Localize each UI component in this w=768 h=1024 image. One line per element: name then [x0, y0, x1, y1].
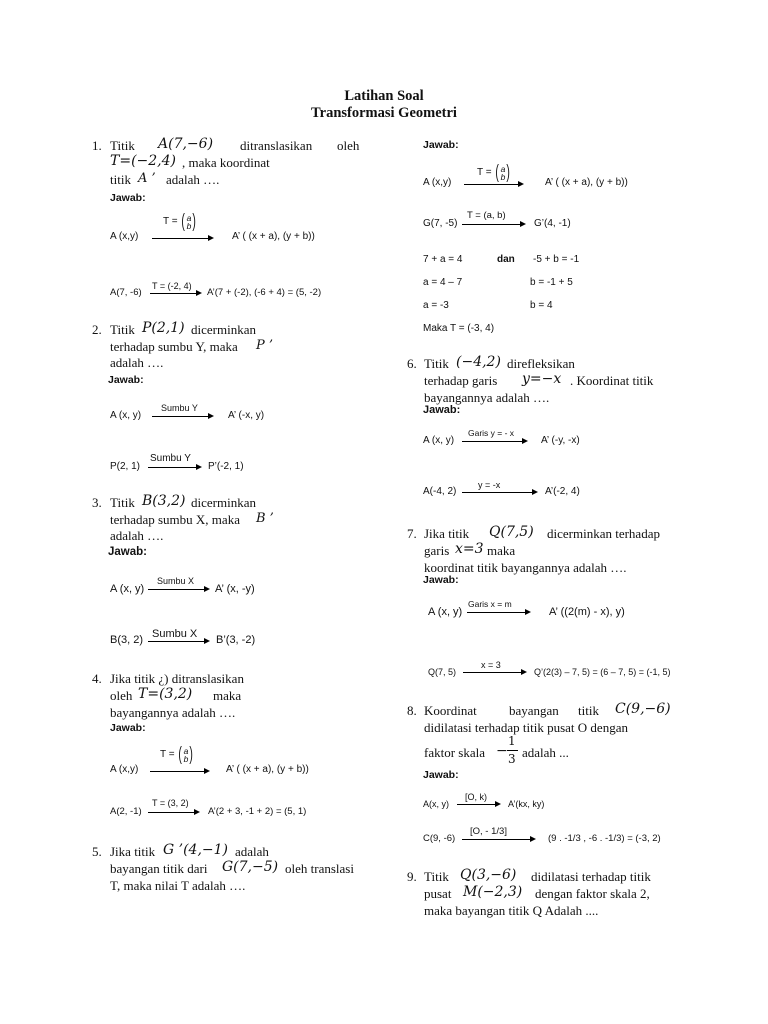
question-number: 4. — [92, 671, 102, 686]
solution-right: Q’(2(3) – 7, 5) = (6 – 7, 5) = (-1, 5) — [534, 667, 671, 677]
page-subtitle: Transformasi Geometri — [311, 105, 457, 121]
jawab-label: Jawab: — [423, 404, 461, 416]
question-text: bayangan — [509, 703, 559, 718]
question-text: Koordinat — [424, 703, 477, 718]
jawab-label: Jawab: — [423, 139, 459, 151]
math-point: G ’(4,−1) — [163, 842, 229, 858]
solution-left: A(-4, 2) — [423, 486, 457, 497]
question-text: bayangannya adalah …. — [110, 705, 236, 720]
solution-left: C(9, -6) — [423, 833, 456, 844]
question-text: dengan faktor skala 2, — [535, 886, 650, 901]
arrow-icon — [457, 804, 499, 805]
math-point: Q(7,5) — [489, 524, 534, 540]
arrow-icon — [150, 293, 200, 294]
question-text: T, maka nilai T adalah …. — [110, 878, 246, 893]
math-vector: T=(3,2) — [138, 686, 193, 702]
conclusion: Maka T = (-3, 4) — [423, 323, 495, 334]
question-text: koordinat titik bayangannya adalah …. — [424, 560, 627, 575]
question-number: 7. — [407, 526, 417, 541]
rule-left: A (x, y) — [428, 606, 463, 618]
solution-label: T = (a, b) — [467, 210, 506, 221]
arrow-icon — [152, 416, 212, 417]
arrow-icon — [464, 184, 522, 185]
arrow-icon — [462, 839, 534, 840]
question-text: Titik — [424, 356, 449, 371]
solution-left: P(2, 1) — [110, 461, 141, 472]
jawab-label: Jawab: — [423, 769, 459, 781]
solution-label: y = -x — [478, 480, 501, 490]
rule-label: [O, k) — [465, 792, 487, 802]
jawab-label: Jawab: — [110, 722, 146, 734]
question-number: 6. — [407, 356, 417, 371]
rule-left: A (x, y) — [110, 583, 145, 595]
math-point: C(9,−6) — [615, 701, 671, 717]
math-point: Q(3,−6) — [460, 867, 517, 883]
rule-label: T = (a b) — [160, 744, 194, 765]
rule-right: A’ ( (x + a), (y + b)) — [545, 177, 628, 188]
rule-left: A (x,y) — [423, 177, 452, 188]
question-text: titik — [578, 703, 599, 718]
math-point: G(7,−5) — [222, 859, 279, 875]
rule-right: A’ (-y, -x) — [541, 435, 580, 446]
question-text: oleh — [110, 688, 133, 703]
question-text: bayangan titik dari — [110, 861, 208, 876]
question-text: adalah ... — [522, 745, 569, 760]
math-line: y=−x — [522, 371, 562, 387]
solution-right: A’(2 + 3, -1 + 2) = (5, 1) — [208, 806, 307, 817]
arrow-icon — [148, 641, 208, 642]
math-point: M(−2,3) — [463, 884, 523, 900]
equation: 7 + a = 4 — [423, 254, 463, 265]
math-point: A ’ — [138, 171, 156, 186]
arrow-icon — [148, 812, 198, 813]
solution-right: (9 . -1/3 , -6 . -1/3) = (-3, 2) — [548, 833, 661, 844]
question-number: 1. — [92, 138, 102, 153]
solution-right: G’(4, -1) — [534, 218, 571, 229]
question-text: Jika titik — [424, 526, 470, 541]
fraction-denominator: 3 — [508, 752, 516, 766]
rule-label: Sumbu X — [157, 576, 195, 586]
question-text: terhadap sumbu Y, maka — [110, 339, 238, 354]
question-text: . Koordinat titik — [570, 373, 654, 388]
rule-left: A (x, y) — [110, 410, 142, 421]
rule-left: A(x, y) — [423, 799, 449, 809]
question-text: maka bayangan titik Q Adalah .... — [424, 903, 599, 918]
solution-right: B’(3, -2) — [216, 634, 256, 646]
arrow-icon — [152, 238, 212, 239]
solution-left: B(3, 2) — [110, 634, 144, 646]
question-text: dicerminkan — [191, 322, 256, 337]
question-text: oleh translasi — [285, 861, 354, 876]
question-text: terhadap garis — [424, 373, 498, 388]
question-text: Titik — [424, 869, 449, 884]
solution-left: Q(7, 5) — [428, 667, 457, 677]
rule-right: A’ ( (x + a), (y + b)) — [226, 764, 309, 775]
question-text: ditranslasikan — [240, 138, 313, 153]
question-text: maka — [213, 688, 242, 703]
question-text: garis — [424, 543, 450, 558]
question-text: adalah …. — [110, 355, 164, 370]
equation: b = -1 + 5 — [530, 277, 573, 288]
jawab-label: Jawab: — [108, 374, 144, 386]
question-text: pusat — [424, 886, 452, 901]
math-point: P ’ — [256, 338, 274, 353]
math-point: B(3,2) — [142, 493, 186, 509]
fraction-numerator: 1 — [508, 734, 516, 748]
question-text: Jika titik ¿) ditranslasikan — [110, 671, 244, 686]
solution-right: P’(-2, 1) — [208, 461, 244, 472]
math-point: P(2,1) — [142, 320, 185, 336]
question-number: 2. — [92, 322, 102, 337]
question-text: Jika titik — [110, 844, 156, 859]
rule-right: A’ (-x, y) — [228, 410, 265, 421]
question-text: maka — [487, 543, 516, 558]
question-number: 9. — [407, 869, 417, 884]
jawab-label: Jawab: — [423, 574, 459, 586]
rule-left: A (x,y) — [110, 764, 139, 775]
math-point: B ’ — [256, 511, 274, 526]
question-text: Titik — [110, 138, 135, 153]
math-line: x=3 — [455, 541, 484, 557]
question-text: adalah …. — [166, 172, 220, 187]
rule-label: T = (a b) — [163, 211, 197, 232]
math-vector: T=(−2,4) — [110, 153, 176, 169]
question-number: 8. — [407, 703, 417, 718]
solution-label: Sumbu Y — [150, 453, 191, 464]
solution-right: A’(-2, 4) — [545, 486, 580, 497]
question-text: faktor skala — [424, 745, 486, 760]
arrow-icon — [148, 467, 200, 468]
rule-label: T = (a b) — [477, 162, 511, 183]
question-text: Titik — [110, 495, 135, 510]
question-text: didilatasi terhadap titik pusat O dengan — [424, 720, 628, 735]
solution-label: T = (3, 2) — [152, 798, 189, 808]
rule-right: A’ ( (x + a), (y + b)) — [232, 231, 315, 242]
question-number: 5. — [92, 844, 102, 859]
question-text: didilatasi terhadap titik — [531, 869, 651, 884]
rule-label: Garis y = - x — [468, 428, 515, 438]
equation: a = 4 – 7 — [423, 277, 463, 288]
equation: a = -3 — [423, 300, 449, 311]
arrow-icon — [148, 589, 208, 590]
rule-right: A’(kx, ky) — [508, 799, 545, 809]
jawab-label: Jawab: — [110, 192, 146, 204]
rule-left: A (x, y) — [423, 435, 455, 446]
question-text: terhadap sumbu X, maka — [110, 512, 240, 527]
math-point: (−4,2) — [456, 354, 501, 370]
solution-left: G(7, -5) — [423, 218, 458, 229]
arrow-icon — [467, 612, 529, 613]
math-point: A(7,−6) — [158, 136, 214, 152]
rule-left: A (x,y) — [110, 231, 139, 242]
arrow-icon — [463, 672, 525, 673]
arrow-icon — [462, 492, 536, 493]
question-text: adalah …. — [110, 528, 164, 543]
solution-label: T = (-2, 4) — [152, 281, 192, 291]
question-text: , maka koordinat — [182, 155, 270, 170]
question-text: dicerminkan — [191, 495, 256, 510]
rule-label: Garis x = m — [468, 599, 512, 609]
question-text: Titik — [110, 322, 135, 337]
arrow-icon — [462, 441, 526, 442]
question-text: bayangannya adalah …. — [424, 390, 550, 405]
question-text: adalah — [235, 844, 269, 859]
arrow-icon — [462, 224, 524, 225]
solution-label: [O, - 1/3] — [470, 826, 507, 837]
solution-left: A(7, -6) — [110, 287, 142, 298]
question-text: dicerminkan terhadap — [547, 526, 660, 541]
solution-label: Sumbu X — [152, 628, 198, 640]
jawab-label: Jawab: — [108, 546, 147, 558]
question-text: direfleksikan — [507, 356, 575, 371]
rule-label: Sumbu Y — [161, 403, 198, 413]
question-number: 3. — [92, 495, 102, 510]
arrow-icon — [150, 771, 208, 772]
equation-connector: dan — [497, 254, 515, 265]
rule-right: A’ (x, -y) — [215, 583, 255, 595]
math-minus: − — [496, 743, 508, 759]
solution-left: A(2, -1) — [110, 806, 142, 817]
page-title: Latihan Soal — [344, 88, 424, 104]
equation: b = 4 — [530, 300, 553, 311]
question-text: oleh — [337, 138, 360, 153]
equation: -5 + b = -1 — [533, 254, 580, 265]
question-text: titik — [110, 172, 131, 187]
rule-right: A’ ((2(m) - x), y) — [549, 606, 625, 618]
solution-label: x = 3 — [481, 660, 501, 670]
solution-right: A’(7 + (-2), (-6 + 4) = (5, -2) — [207, 287, 322, 298]
